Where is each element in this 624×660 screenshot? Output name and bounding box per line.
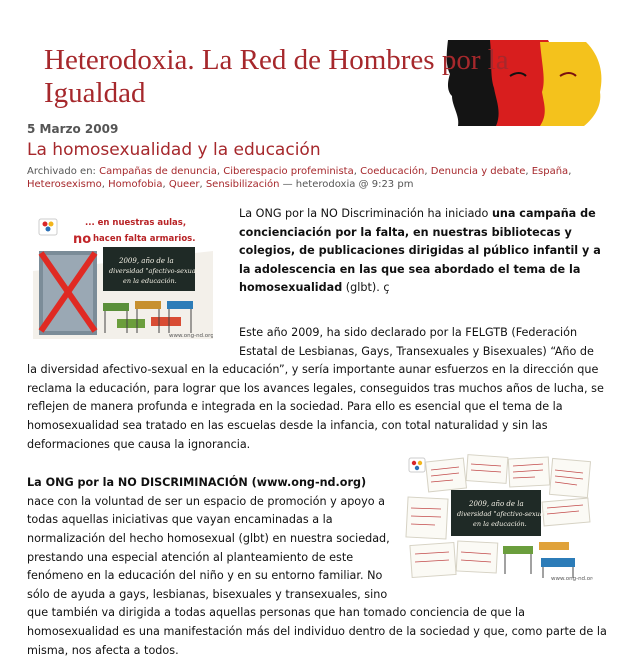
campaign-image-classroom: [33, 211, 213, 339]
blog-title-line1: Heterodoxia. La Red de Hombres por la: [44, 44, 509, 76]
category-link[interactable]: España: [531, 166, 569, 177]
post-title[interactable]: La homosexualidad y la educación: [27, 140, 321, 160]
paragraph-2: Este año 2009, ha sido declarado por la FELGTB (Federación Estatal de Lesbianas, Gays, Transexuales y Bisexuales) “Año de la diversidad afectivo-sexual en la educación”, y sería importante aunar esfuerzos en la dirección que reclama la educación, para lograr que los avances legales, conseguidos tras muchos años de lucha, se reflejen de manera profunda e integrada en la sociedad. Para ello es esencial que el tema de la homosexualidad sea tratado en las escuelas desde la infancia, con total naturalidad y sin las deformaciones que causa la ignorancia.: [27, 326, 604, 451]
image1-poster-line1: 2009, año de la: [119, 257, 174, 265]
category-link[interactable]: Queer: [168, 179, 200, 190]
image2-url: www.ong-nd.org: [551, 576, 593, 583]
category-link[interactable]: Heterosexismo: [27, 179, 102, 190]
category-link[interactable]: Coeducación: [360, 166, 425, 177]
blog-title[interactable]: [44, 44, 544, 110]
para3-bold: La ONG por la NO DISCRIMINACIÓN (www.ong-nd.org): [27, 476, 367, 490]
post-date: 5 Marzo 2009: [27, 122, 119, 136]
category-link[interactable]: Sensibilización: [205, 179, 280, 190]
image2-poster-line1: 2009, año de la: [469, 500, 524, 509]
campaign-image-notes: [405, 454, 593, 582]
para1-intro: La ONG por la NO Discriminación ha iniciado: [239, 207, 492, 220]
image1-headline-no: no: [73, 232, 92, 247]
category-link[interactable]: Campañas de denuncia: [99, 166, 217, 177]
category-link[interactable]: Ciberespacio profeminista: [223, 166, 354, 177]
blog-title-line2: Igualdad: [44, 77, 146, 109]
image1-poster-line2: diversidad "afectivo-sexual": [109, 267, 201, 275]
image1-url: www.ong-nd.org: [169, 333, 213, 339]
post-body: [27, 205, 607, 660]
archived-label: Archivado en:: [27, 166, 96, 177]
category-list: Campañas de denuncia, Ciberespacio profeminista, Coeducación, Denuncia y debate, España, Heterosexismo, Homofobia, Queer, Sensibilización: [27, 166, 572, 190]
byline: — heterodoxia @ 9:23 pm: [279, 179, 414, 190]
image1-poster-line3: en la educación.: [123, 277, 177, 285]
para1-end: (glbt). ç: [342, 281, 390, 295]
para3-rest: nace con la voluntad de ser un espacio de promoción y apoyo a todas aquellas iniciativas que vayan encaminadas a la normalización del hecho homosexual (glbt) en nuestra sociedad, prestando una especial atención al planteamiento de este fenómeno en la educación del niño y en su entorno familiar. No sólo de ayuda a gays, lesbianas, bisexuales y transexuales, sino que también va dirigida a todas aquellas personas que han tomado conciencia de que la homosexualidad es una manifestación más del individuo dentro de la sociedad y que, como parte de la misma, nos afecta a todos.: [27, 494, 607, 657]
category-link[interactable]: Denuncia y debate: [430, 166, 526, 177]
logo-face-yellow: [540, 42, 601, 126]
image2-poster-line2: diversidad "afectivo-sexual": [457, 510, 549, 519]
blog-header: [0, 0, 624, 122]
category-link[interactable]: Homofobia: [108, 179, 163, 190]
image1-headline-line1: ... en nuestras aulas,: [85, 218, 187, 228]
campaign-image-notes-art: [405, 454, 593, 582]
image1-headline-line2: hacen falta armarios.: [93, 234, 196, 244]
post-meta: [27, 165, 597, 191]
para1-bold: una campaña de concienciación por la falta, en nuestras bibliotecas y colegios, de publicaciones dirigidas al público infantil y a la adolescencia en las que sea abordado el tema de la homosexualidad: [239, 207, 601, 295]
image2-poster-line3: en la educación.: [473, 520, 527, 529]
campaign-image-art: [33, 211, 213, 339]
